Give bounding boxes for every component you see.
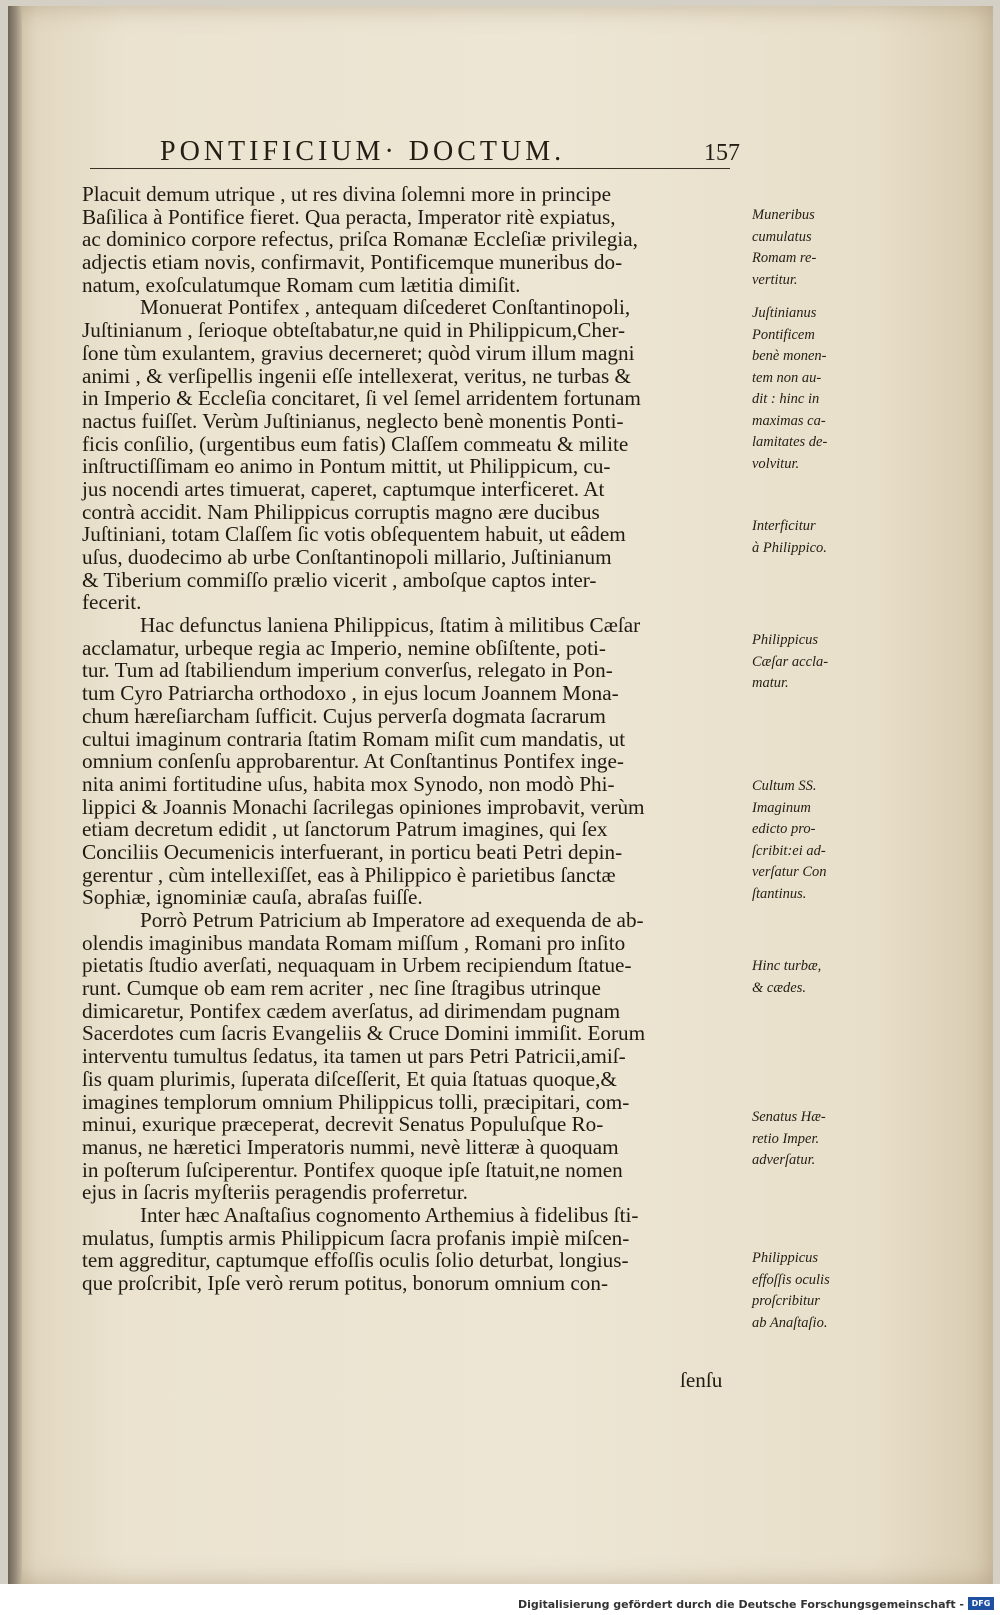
text-line: chum hæreſiarcham ſufficit. Cujus perverſa dogmata ſacrarum: [82, 703, 606, 728]
text-line: ſis quam plurimis, ſuperata diſceſſerit, Et quia ſtatuas quoque,&: [82, 1066, 617, 1091]
text-line: ac dominico corpore refectus, priſca Romanæ Eccleſiæ privilegia,: [82, 227, 638, 252]
catchword: ſenſu: [680, 1368, 723, 1392]
marginal-note-line: Hinc turbæ,: [752, 958, 822, 974]
text-line: interventu tumultus ſedatus, ita tamen ut pars Petri Patricii,amiſ-: [82, 1044, 626, 1069]
marginal-note-line: proſcribitur: [752, 1293, 820, 1309]
marginal-note-line: vertitur.: [752, 271, 798, 288]
text-line: acclamatur, urbeque regia ac Imperio, nemine obſiſtente, poti-: [82, 635, 606, 660]
marginal-note-line: matur.: [752, 675, 789, 691]
marginal-note-line: cumulatus: [752, 228, 812, 245]
marginal-note-line: verſatur Con: [752, 864, 827, 880]
text-line: ſone tùm exulantem, gravius decerneret; quòd virum illum magni: [82, 340, 635, 365]
text-line: in Imperio & Eccleſia concitaret, ſi vel ſemel arridentem fortunam: [82, 386, 641, 411]
text-line: nita animi fortitudine uſus, habita mox Synodo, non modò Phi-: [82, 771, 615, 796]
marginal-note-line: Senatus Hæ-: [752, 1109, 826, 1125]
text-line: nactus fuiſſet. Verùm Juſtinianus, neglecto benè monentis Ponti-: [82, 408, 624, 433]
marginal-note-line: lamitates de-: [752, 434, 828, 450]
running-title: PONTIFICIUM· DOCTUM.: [160, 136, 566, 167]
text-line: minui, exurique præceperat, decrevit Senatus Populuſque Ro-: [82, 1112, 604, 1137]
text-line: Conciliis Oecumenicis interfuerant, in porticu beati Petri depin-: [82, 839, 623, 864]
text-line: manus, ne hæretici Imperatoris nummi, nevè litteræ à quoquam: [82, 1134, 619, 1159]
marginal-note: [752, 956, 862, 999]
text-line: Sophiæ, ignominiæ cauſa, abraſas fuiſſe.: [82, 885, 423, 910]
text-line: ejus in ſacris myſteriis peragendis proferretur.: [82, 1180, 468, 1205]
text-line: adjectis etiam novis, confirmavit, Pontificemque muneribus do-: [82, 250, 623, 275]
text-line: etiam decretum edidit , ut ſanctorum Patrum imagines, qui ſex: [82, 817, 608, 842]
text-line: Juſtiniani, totam Claſſem ſic votis obſequentem habuit, ut eâdem: [82, 522, 626, 547]
text-line: contrà accidit. Nam Philippicus corruptis magno ære ducibus: [82, 499, 600, 524]
text-line: omnium conſenſu approbarentur. At Conſtantinus Pontifex inge-: [82, 749, 624, 774]
marginal-note-line: Cæſar accla-: [752, 653, 829, 670]
text-line: in poſterum ſuſciperentur. Pontifex quoque ipſe ſtatuit,ne nomen: [82, 1157, 623, 1182]
text-line: Baſilica à Pontifice fieret. Qua peracta, Imperator ritè expiatus,: [82, 204, 616, 229]
marginal-note: [752, 205, 862, 291]
text-line: dimicaretur, Pontifex cædem averſatus, ad dirimendam pugnam: [82, 998, 621, 1023]
marginal-note-line: tem non au-: [752, 369, 822, 386]
text-line: Hac defunctus laniena Philippicus, ſtatim à militibus Cæſar: [140, 613, 641, 638]
text-line: & Tiberium commiſſo prælio vicerit , amboſque captos inter-: [82, 567, 597, 592]
digitization-credit: Digitalisierung gefördert durch die Deutsche Forschungsgemeinschaft -: [517, 1598, 964, 1611]
marginal-note-line: Philippicus: [752, 1250, 819, 1266]
marginal-note-line: dit : hinc in: [752, 391, 820, 407]
text-line: pietatis ſtudio averſati, nequaquam in Urbem recipiendum ſtatue-: [82, 953, 632, 978]
marginal-note-line: Philippicus: [752, 632, 819, 648]
text-line: olendis imaginibus mandata Romam miſſum , Romani pro inſito: [82, 930, 626, 955]
text-line: inſtructiſſimam eo animo in Pontum mittit, ut Philippicum, cu-: [82, 454, 611, 479]
marginal-note-line: Imaginum: [752, 799, 811, 816]
text-line: Sacerdotes cum ſacris Evangeliis & Cruce Domini immiſit. Eorum: [82, 1021, 646, 1046]
marginal-note-line: Cultum SS.: [752, 778, 817, 794]
text-line: tum Cyro Patriarcha orthodoxo , in ejus locum Joannem Mona-: [82, 681, 619, 706]
marginal-note-line: ab Anaſtaſio.: [752, 1314, 828, 1331]
marginal-note: [752, 303, 862, 475]
header-rule: [90, 168, 730, 169]
marginal-note-line: retio Imper.: [752, 1130, 820, 1147]
text-line: lippici & Joannis Monachi ſacrilegas opiniones improbavit, verùm: [82, 794, 645, 819]
marginal-note-line: maximas ca-: [752, 412, 826, 429]
marginal-note-line: Pontificem: [752, 326, 815, 343]
marginal-note: [752, 1107, 862, 1172]
marginal-note-line: à Philippico.: [752, 539, 827, 556]
marginal-note-line: Muneribus: [752, 207, 815, 223]
text-line: ficis conſilio, (urgentibus eum fatis) Claſſem commeatu & milite: [82, 431, 629, 456]
marginal-note-line: Interficitur: [752, 518, 816, 534]
marginal-note-line: & cædes.: [752, 979, 806, 996]
marginal-note: [752, 776, 862, 905]
text-line: jus nocendi artes timuerat, caperet, captumque interficeret. At: [82, 476, 605, 501]
text-line: uſus, duodecimo ab urbe Conſtantinopoli millario, Juſtinianum: [82, 545, 612, 569]
text-line: Porrò Petrum Patricium ab Imperatore ad exequenda de ab-: [140, 908, 644, 932]
book-gutter: [8, 6, 22, 1584]
page-header: [160, 136, 740, 168]
marginal-note-line: benè monen-: [752, 348, 827, 364]
text-line: Placuit demum utrique , ut res divina ſolemni more in principe: [82, 182, 611, 206]
marginal-note-line: Juſtinianus: [752, 305, 817, 321]
dfg-logo: DFG: [968, 1597, 994, 1610]
text-line: runt. Cumque ob eam rem acriter , nec ſine ſtragibus utrinque: [82, 976, 601, 1001]
text-line: fecerit.: [82, 590, 142, 615]
text-line: tem aggreditur, captumque effoſſis oculis ſolio deturbat, longius-: [82, 1248, 629, 1273]
page-number: 157: [704, 140, 740, 166]
text-line: imagines templorum omnium Philippicus tolli, præcipitari, com-: [82, 1089, 630, 1114]
marginal-note: [752, 516, 862, 559]
marginal-note: [752, 1248, 862, 1334]
marginal-note-line: edicto pro-: [752, 821, 816, 837]
text-line: animi , & verſipellis ingenii eſſe intellexerat, veritus, ne turbas &: [82, 363, 631, 388]
text-line: Monuerat Pontifex , antequam diſcederet Conſtantinopoli,: [140, 295, 631, 320]
text-line: gerentur , cùm intellexiſſet, eas à Philippico è parietibus ſanctæ: [82, 862, 616, 887]
marginal-note-line: volvitur.: [752, 455, 800, 472]
text-line: mulatus, ſumptis armis Philippicum ſacra profanis impiè miſcen-: [82, 1225, 630, 1250]
text-line: Juſtinianum , ſerioque obteſtabatur,ne quid in Philippicum,Cher-: [82, 318, 626, 343]
marginal-note: [752, 630, 862, 695]
text-line: que proſcribit, Ipſe verò rerum potitus, bonorum omnium con-: [82, 1271, 609, 1295]
marginal-note-line: ſtantinus.: [752, 885, 807, 902]
text-line: cultui imaginum contraria ſtatim Romam miſit cum mandatis, ut: [82, 726, 626, 751]
marginal-note-line: ſcribit:ei ad-: [752, 842, 826, 859]
text-line: tur. Tum ad ſtabiliendum imperium converſus, relegato in Pon-: [82, 658, 613, 683]
marginal-note-line: adverſatur.: [752, 1152, 816, 1168]
text-line: natum, exoſculatumque Romam cum lætitia dimiſit.: [82, 272, 521, 297]
main-text: [82, 183, 742, 1295]
text-line: Inter hæc Anaſtaſius cognomento Arthemius à fidelibus ſti-: [140, 1202, 639, 1227]
marginal-note-line: Romam re-: [752, 250, 817, 266]
marginal-note-line: effoſſis oculis: [752, 1271, 830, 1288]
